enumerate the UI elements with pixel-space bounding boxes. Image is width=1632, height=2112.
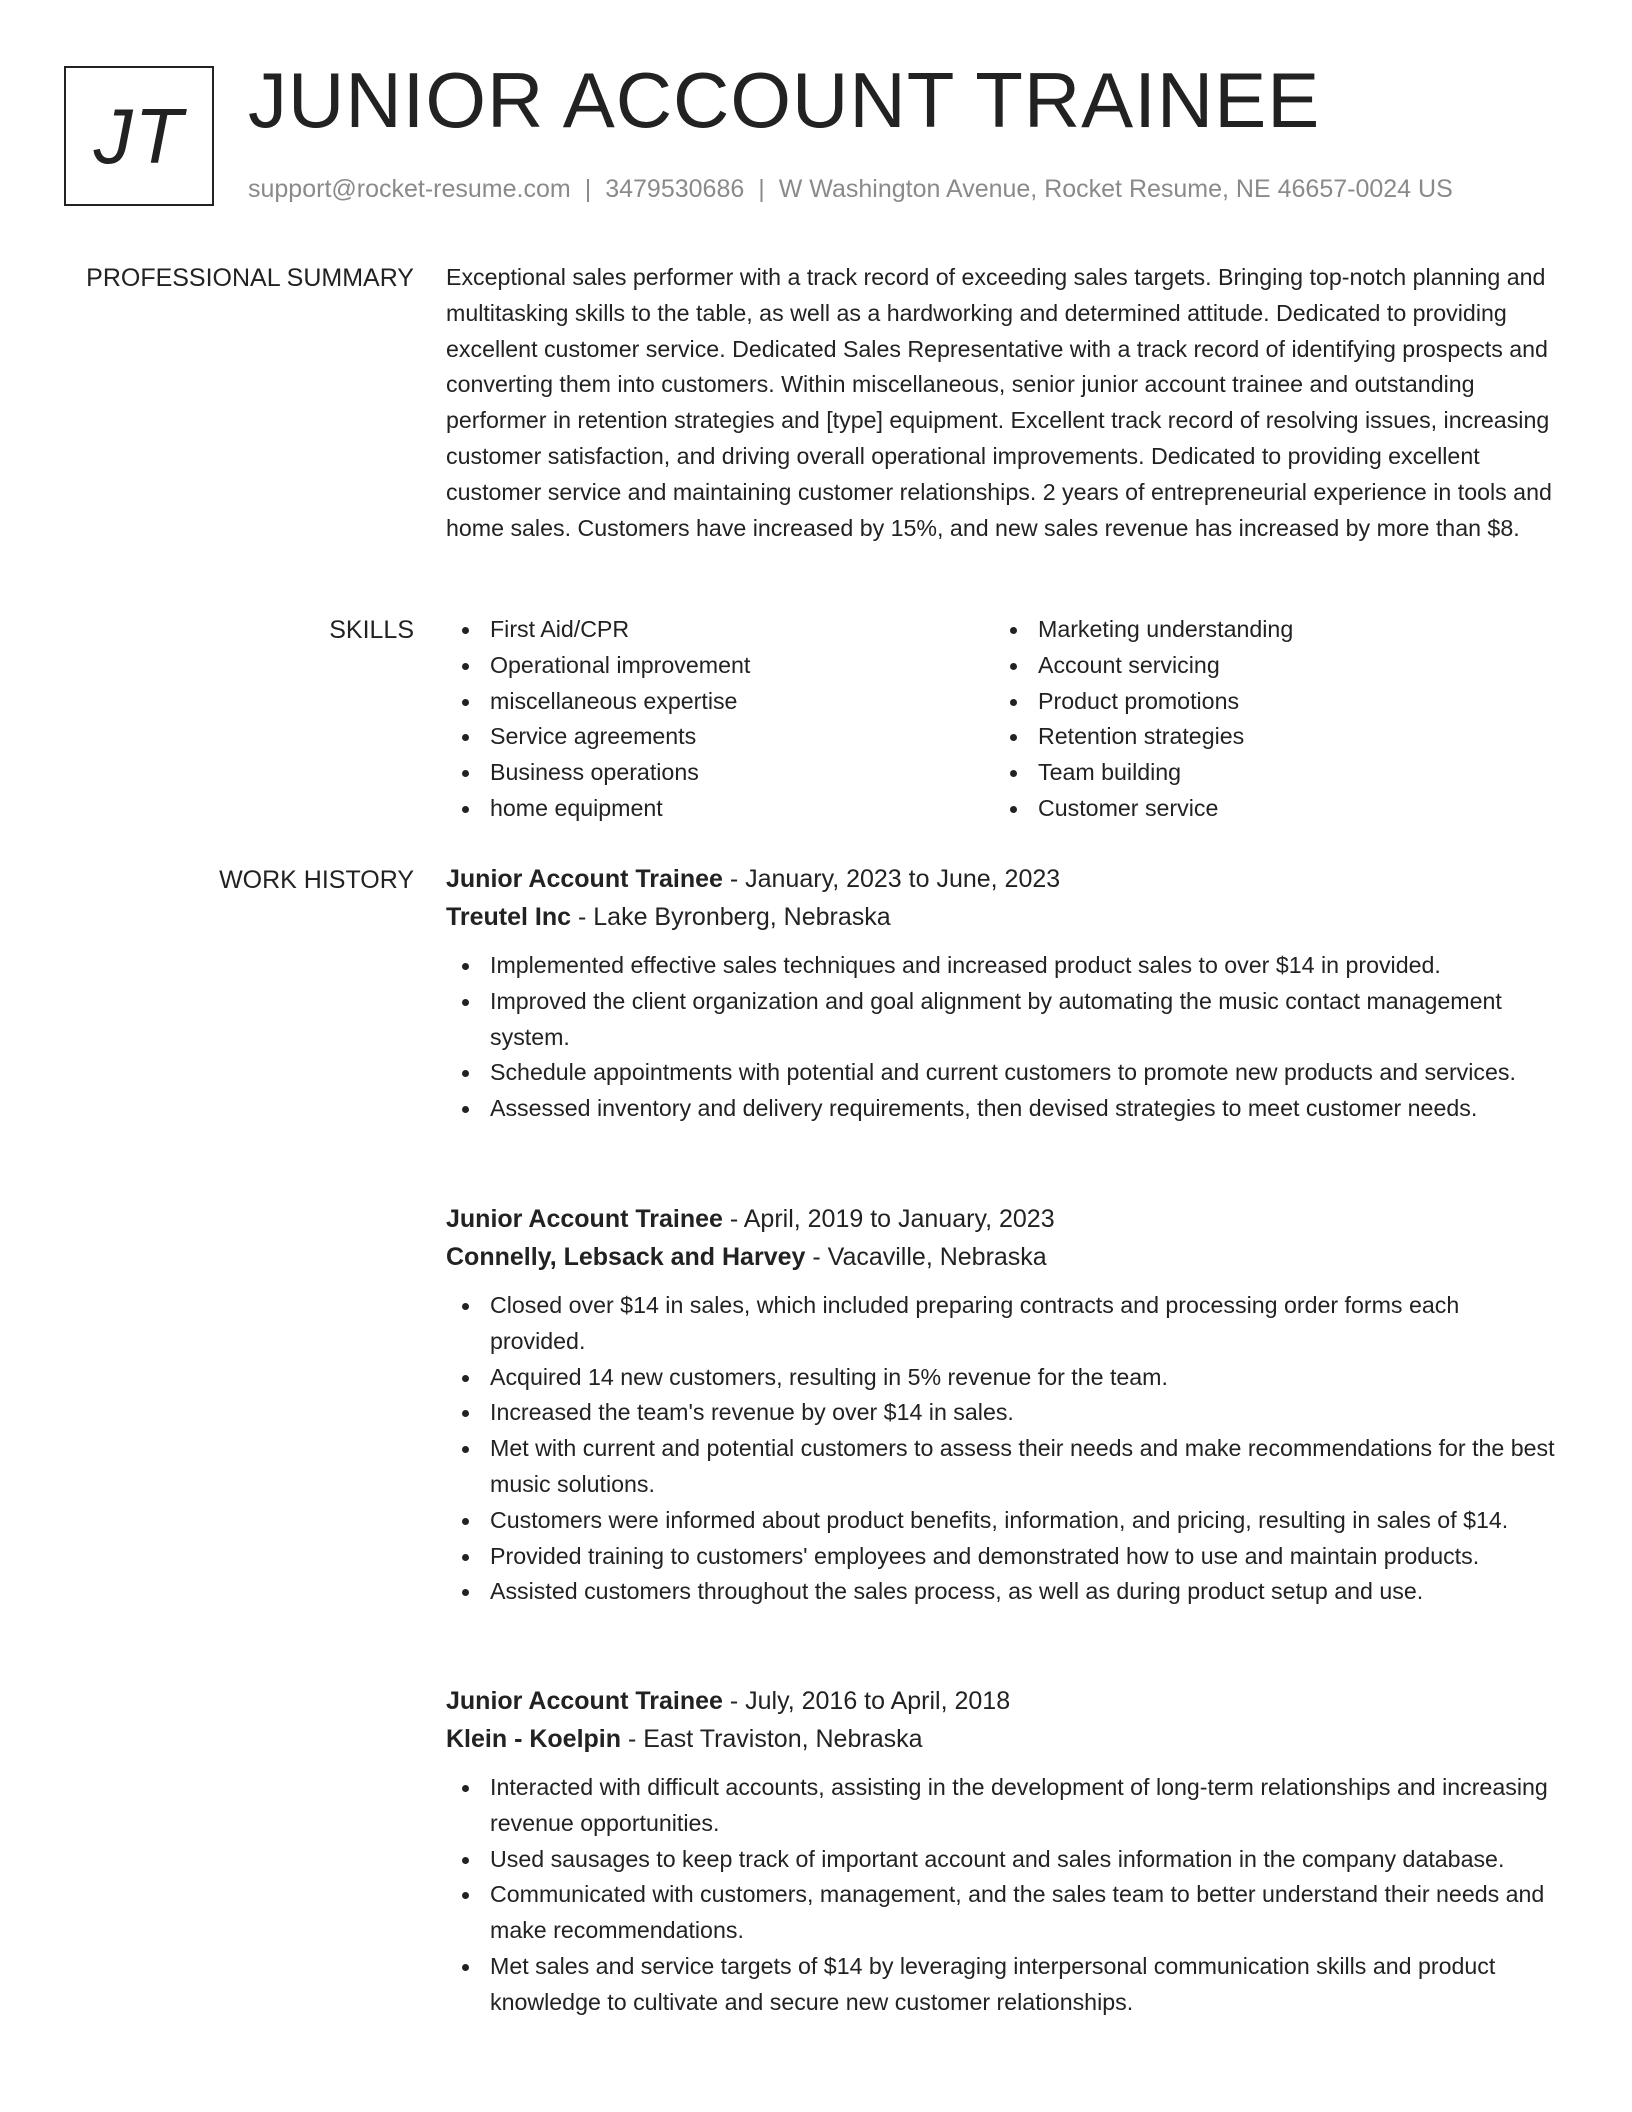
summary-text: Exceptional sales performer with a track record of exceeding sales targets. Bringing top-notch planning and multitasking skills to the table, as well as a hardworking and determined attitude. Dedicated to providing excellent customer service. Dedicated Sales Representative with a track record of identifying prospects and converting them into customers. Within miscellaneous, senior junior account trainee and outstanding performer in retention strategies and [type] equipment. Excellent track record of resolving issues, increasing customer satisfaction, and driving overall operational improvements. Dedicated to providing excellent customer service and maintaining customer relationships. 2 years of entrepreneurial experience in tools and home sales. Customers have increased by 15%, and new sales revenue has increased by more than $8. — [446, 264, 1552, 541]
job-bullet: Customers were informed about product benefits, information, and pricing, resulting in sales of $14. — [446, 1503, 1556, 1539]
contact-email[interactable]: support@rocket-resume.com — [248, 175, 571, 203]
job-bullet: Met sales and service targets of $14 by leveraging interpersonal communication skills and product knowledge to cultivate and secure new customer relationships. — [446, 1949, 1556, 2021]
contact-phone[interactable]: 3479530686 — [605, 175, 745, 203]
job-company: Klein - Koelpin — [446, 1725, 621, 1753]
skills-heading: SKILLS — [329, 616, 414, 644]
job-dates: - April, 2019 to January, 2023 — [722, 1205, 1055, 1233]
skill-item: First Aid/CPR — [446, 612, 994, 648]
skill-item: home equipment — [446, 791, 994, 827]
job-company-line — [446, 1238, 1556, 1276]
job-bullet: Interacted with difficult accounts, assisting in the development of long-term relationships and increasing revenue opportunities. — [446, 1770, 1556, 1842]
resume-title: JUNIOR ACCOUNT TRAINEE — [248, 56, 1321, 144]
job-bullet: Acquired 14 new customers, resulting in 5% revenue for the team. — [446, 1360, 1556, 1396]
skill-item: Customer service — [994, 791, 1542, 827]
skill-item: Product promotions — [994, 684, 1542, 720]
job-bullet: Increased the team's revenue by over $14 in sales. — [446, 1395, 1556, 1431]
job-title-line — [446, 1682, 1556, 1720]
job-bullet: Assisted customers throughout the sales process, as well as during product setup and use. — [446, 1574, 1556, 1610]
job-bullet: Schedule appointments with potential and current customers to promote new products and services. — [446, 1055, 1556, 1091]
skills-list-left — [446, 612, 994, 827]
job-bullet: Closed over $14 in sales, which included preparing contracts and processing order forms each provided. — [446, 1288, 1556, 1360]
job-company-line — [446, 1720, 1556, 1758]
job-bullet: Improved the client organization and goal alignment by automating the music contact management system. — [446, 984, 1556, 1056]
job-title-line — [446, 1200, 1556, 1238]
job-bullets — [446, 1770, 1556, 2021]
skill-item: Business operations — [446, 755, 994, 791]
contact-line — [248, 174, 1453, 204]
skill-item: Operational improvement — [446, 648, 994, 684]
contact-address: W Washington Avenue, Rocket Resume, NE 46657-0024 US — [778, 175, 1453, 203]
job-company-line — [446, 898, 1556, 936]
job-dates: - July, 2016 to April, 2018 — [722, 1687, 1011, 1715]
contact-separator: | — [758, 175, 765, 203]
job-bullet: Communicated with customers, management, and the sales team to better understand their needs and make recommendations. — [446, 1877, 1556, 1949]
job-location: - East Traviston, Nebraska — [621, 1725, 923, 1753]
job-entry — [446, 1200, 1556, 1610]
skills-list-right — [994, 612, 1542, 827]
job-bullets — [446, 1288, 1556, 1610]
job-bullet: Used sausages to keep track of important account and sales information in the company database. — [446, 1842, 1556, 1878]
skill-item: Retention strategies — [994, 719, 1542, 755]
job-dates: - January, 2023 to June, 2023 — [722, 865, 1061, 893]
skill-item: Team building — [994, 755, 1542, 791]
contact-separator: | — [584, 175, 592, 203]
job-title: Junior Account Trainee — [446, 865, 723, 893]
work-history-heading: WORK HISTORY — [219, 866, 414, 894]
summary-heading: PROFESSIONAL SUMMARY — [86, 264, 414, 292]
job-bullet: Implemented effective sales techniques and increased product sales to over $14 in provided. — [446, 948, 1556, 984]
job-company: Treutel Inc — [446, 903, 572, 931]
job-bullets — [446, 948, 1556, 1127]
job-bullet: Provided training to customers' employees and demonstrated how to use and maintain products. — [446, 1539, 1556, 1575]
job-location: - Vacaville, Nebraska — [805, 1243, 1047, 1271]
job-title: Junior Account Trainee — [446, 1205, 723, 1233]
job-location: - Lake Byronberg, Nebraska — [571, 903, 891, 931]
job-entry — [446, 860, 1556, 1127]
job-title-line — [446, 860, 1556, 898]
job-bullet: Met with current and potential customers to assess their needs and make recommendations for the best music solutions. — [446, 1431, 1556, 1503]
skill-item: Account servicing — [994, 648, 1542, 684]
job-entry — [446, 1682, 1556, 2021]
skill-item: Service agreements — [446, 719, 994, 755]
job-company: Connelly, Lebsack and Harvey — [446, 1243, 806, 1271]
monogram-logo: JT — [64, 66, 214, 206]
job-bullet: Assessed inventory and delivery requirements, then devised strategies to meet customer needs. — [446, 1091, 1556, 1127]
job-title: Junior Account Trainee — [446, 1687, 723, 1715]
skill-item: miscellaneous expertise — [446, 684, 994, 720]
skill-item: Marketing understanding — [994, 612, 1542, 648]
